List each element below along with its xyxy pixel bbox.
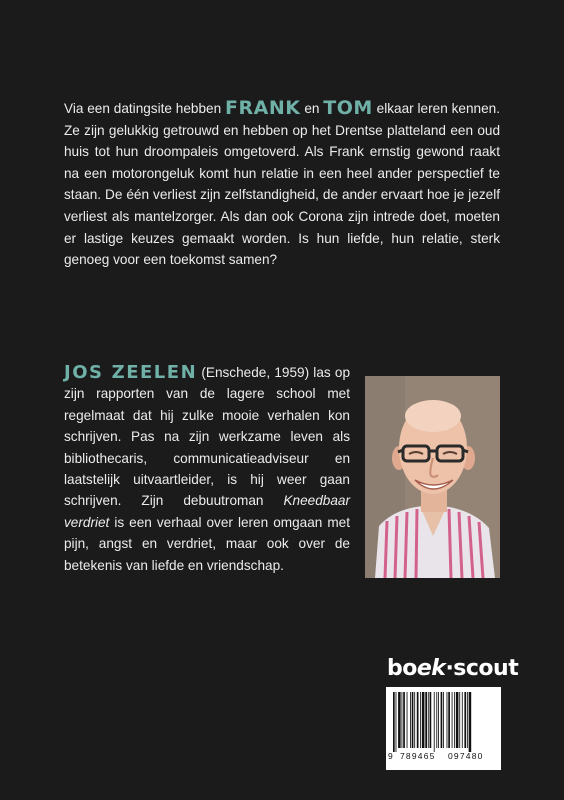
blurb-and: en — [300, 101, 324, 116]
barcode-bar — [469, 692, 472, 752]
publisher-logo — [387, 655, 519, 683]
barcode-bar — [428, 692, 429, 748]
barcode-right-digits: 097480 — [448, 751, 484, 761]
logo-dot: · — [445, 656, 454, 681]
blurb-rest: elkaar leren kennen. Ze zijn gelukkig getrouwd en hebben op het Drentse platteland een oud huis tot hun droompaleis omgetoverd. Als Frank ernstig gewond raakt na een motorongeluk komt hun relatie in een heel ander perspectief te staan. De één verliest zijn zelfstandigheid, de ander ervaart hoe je jezelf verliest als mantelzorger. Als dan ook Corona zijn intrede doet, moeten er lastige keuzes gemaakt worden. Is hun liefde, hun relatie, sterk genoeg voor een toekomst samen? — [64, 101, 500, 268]
logo-text-ek: ek — [416, 656, 446, 681]
barcode-bar — [459, 692, 460, 748]
barcode-bar — [454, 692, 455, 748]
barcode-bar — [403, 692, 405, 748]
barcode-bar — [447, 692, 448, 748]
isbn-barcode — [386, 687, 501, 770]
author-bio — [64, 362, 350, 576]
bio-text-1: (Enschede, 1959) las op zijn rapporten van de lagere school met regelmaat dat hij zulke mooie verhalen kon schrijven. Pas na zijn werkzame leven als bibliothecaris, communicatieadviseur en laatstelijk uitvaartleider, is hij weer gaan schrijven. Zijn debuutroman — [64, 365, 351, 509]
bio-text-2: is een verhaal over leren omgaan met pijn, angst en verdriet, maar ook over de betekenis van liefde en vriendschap. — [64, 514, 350, 573]
barcode-digits — [386, 751, 501, 765]
author-photo — [365, 376, 500, 578]
barcode-bar — [464, 692, 466, 748]
barcode-bar — [407, 692, 408, 748]
barcode-bar — [402, 692, 403, 748]
barcode-bar — [398, 692, 401, 748]
barcode-bar — [452, 692, 453, 748]
logo-text-scout: scout — [453, 656, 519, 681]
barcode-left-digits: 789465 — [400, 751, 436, 761]
blurb-intro: Via een datingsite hebben — [64, 101, 226, 116]
logo-text-bo: bo — [387, 656, 417, 681]
barcode-bar — [420, 692, 421, 748]
book-title: Kneedbaar verdriet — [64, 493, 350, 530]
barcode-bar — [443, 692, 444, 748]
barcode-lead-digit: 9 — [388, 751, 393, 761]
author-portrait-image — [365, 376, 500, 578]
blurb-paragraph — [64, 98, 500, 271]
barcode-bar — [414, 692, 415, 748]
barcode-bar — [438, 692, 439, 748]
barcode-bars — [393, 692, 494, 752]
barcode-bar — [422, 692, 425, 748]
barcode-bar — [456, 692, 459, 748]
barcode-bar — [417, 692, 419, 748]
barcode-bar — [393, 692, 395, 752]
barcode-bar — [425, 692, 427, 748]
barcode-bar — [434, 692, 435, 752]
barcode-bar — [410, 692, 411, 748]
barcode-bar — [448, 692, 450, 748]
barcode-bar — [462, 692, 463, 748]
barcode-bar — [436, 692, 437, 748]
barcode-bar — [396, 692, 397, 752]
author-name: JOS ZEELEN — [64, 362, 198, 383]
barcode-bar — [412, 692, 414, 748]
bio-paragraph — [64, 362, 350, 576]
barcode-bar — [430, 692, 432, 748]
barcode-bar — [441, 692, 443, 748]
back-cover-blurb — [64, 98, 500, 271]
barcode-bar — [467, 692, 468, 748]
character-name-tom: TOM — [323, 97, 373, 119]
character-name-frank: FRANK — [225, 97, 301, 119]
